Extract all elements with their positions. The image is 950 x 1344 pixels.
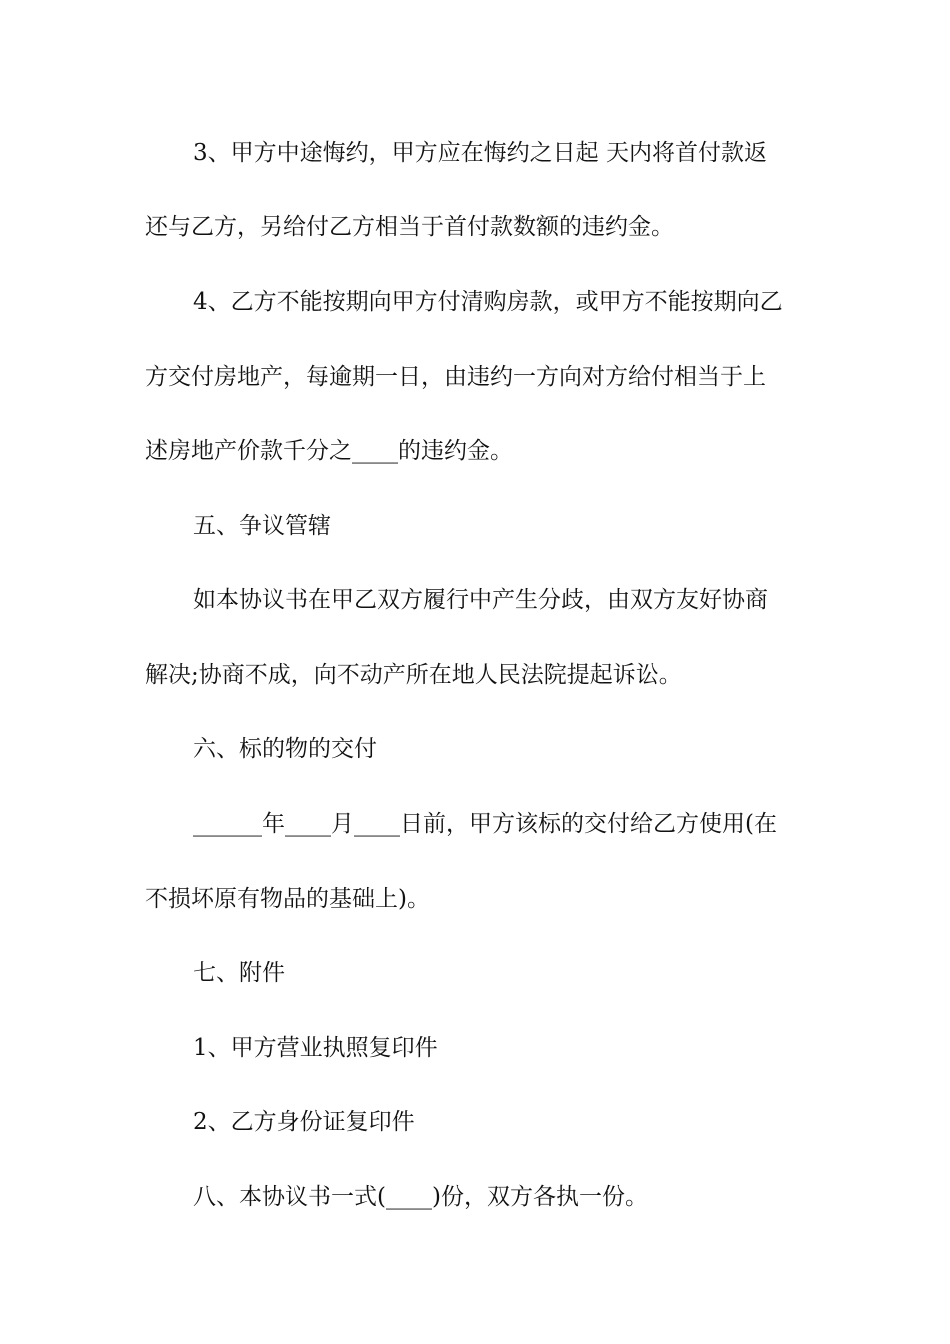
section-6-heading: 六、标的物的交付 (193, 736, 377, 762)
section-5-line-2: 解决;协商不成，向不动产所在地人民法院提起诉讼。 (145, 662, 682, 688)
section-5-heading: 五、争议管辖 (193, 513, 331, 539)
clause-4-line-2: 方交付房地产，每逾期一日，由违约一方向对方给付相当于上 (145, 364, 766, 390)
clause-3-line-1: 3、甲方中途悔约，甲方应在悔约之日起 天内将首付款返 (193, 140, 767, 166)
section-7-heading: 七、附件 (193, 960, 285, 986)
section-5-line-1: 如本协议书在甲乙双方履行中产生分歧，由双方友好协商 (193, 587, 768, 613)
attachment-item-2: 2、乙方身份证复印件 (193, 1109, 415, 1135)
section-8-line: 八、本协议书一式(____)份，双方各执一份。 (193, 1184, 648, 1210)
clause-4-line-3: 述房地产价款千分之____的违约金。 (145, 438, 513, 464)
section-6-line-2: 不损坏原有物品的基础上)。 (145, 886, 430, 912)
attachment-item-1: 1、甲方营业执照复印件 (193, 1035, 438, 1061)
clause-3-line-2: 还与乙方，另给付乙方相当于首付款数额的违约金。 (145, 214, 674, 240)
section-6-line-1: ______年____月____日前，甲方该标的交付给乙方使用(在 (193, 811, 777, 837)
clause-4-line-1: 4、乙方不能按期向甲方付清购房款，或甲方不能按期向乙 (193, 289, 783, 315)
